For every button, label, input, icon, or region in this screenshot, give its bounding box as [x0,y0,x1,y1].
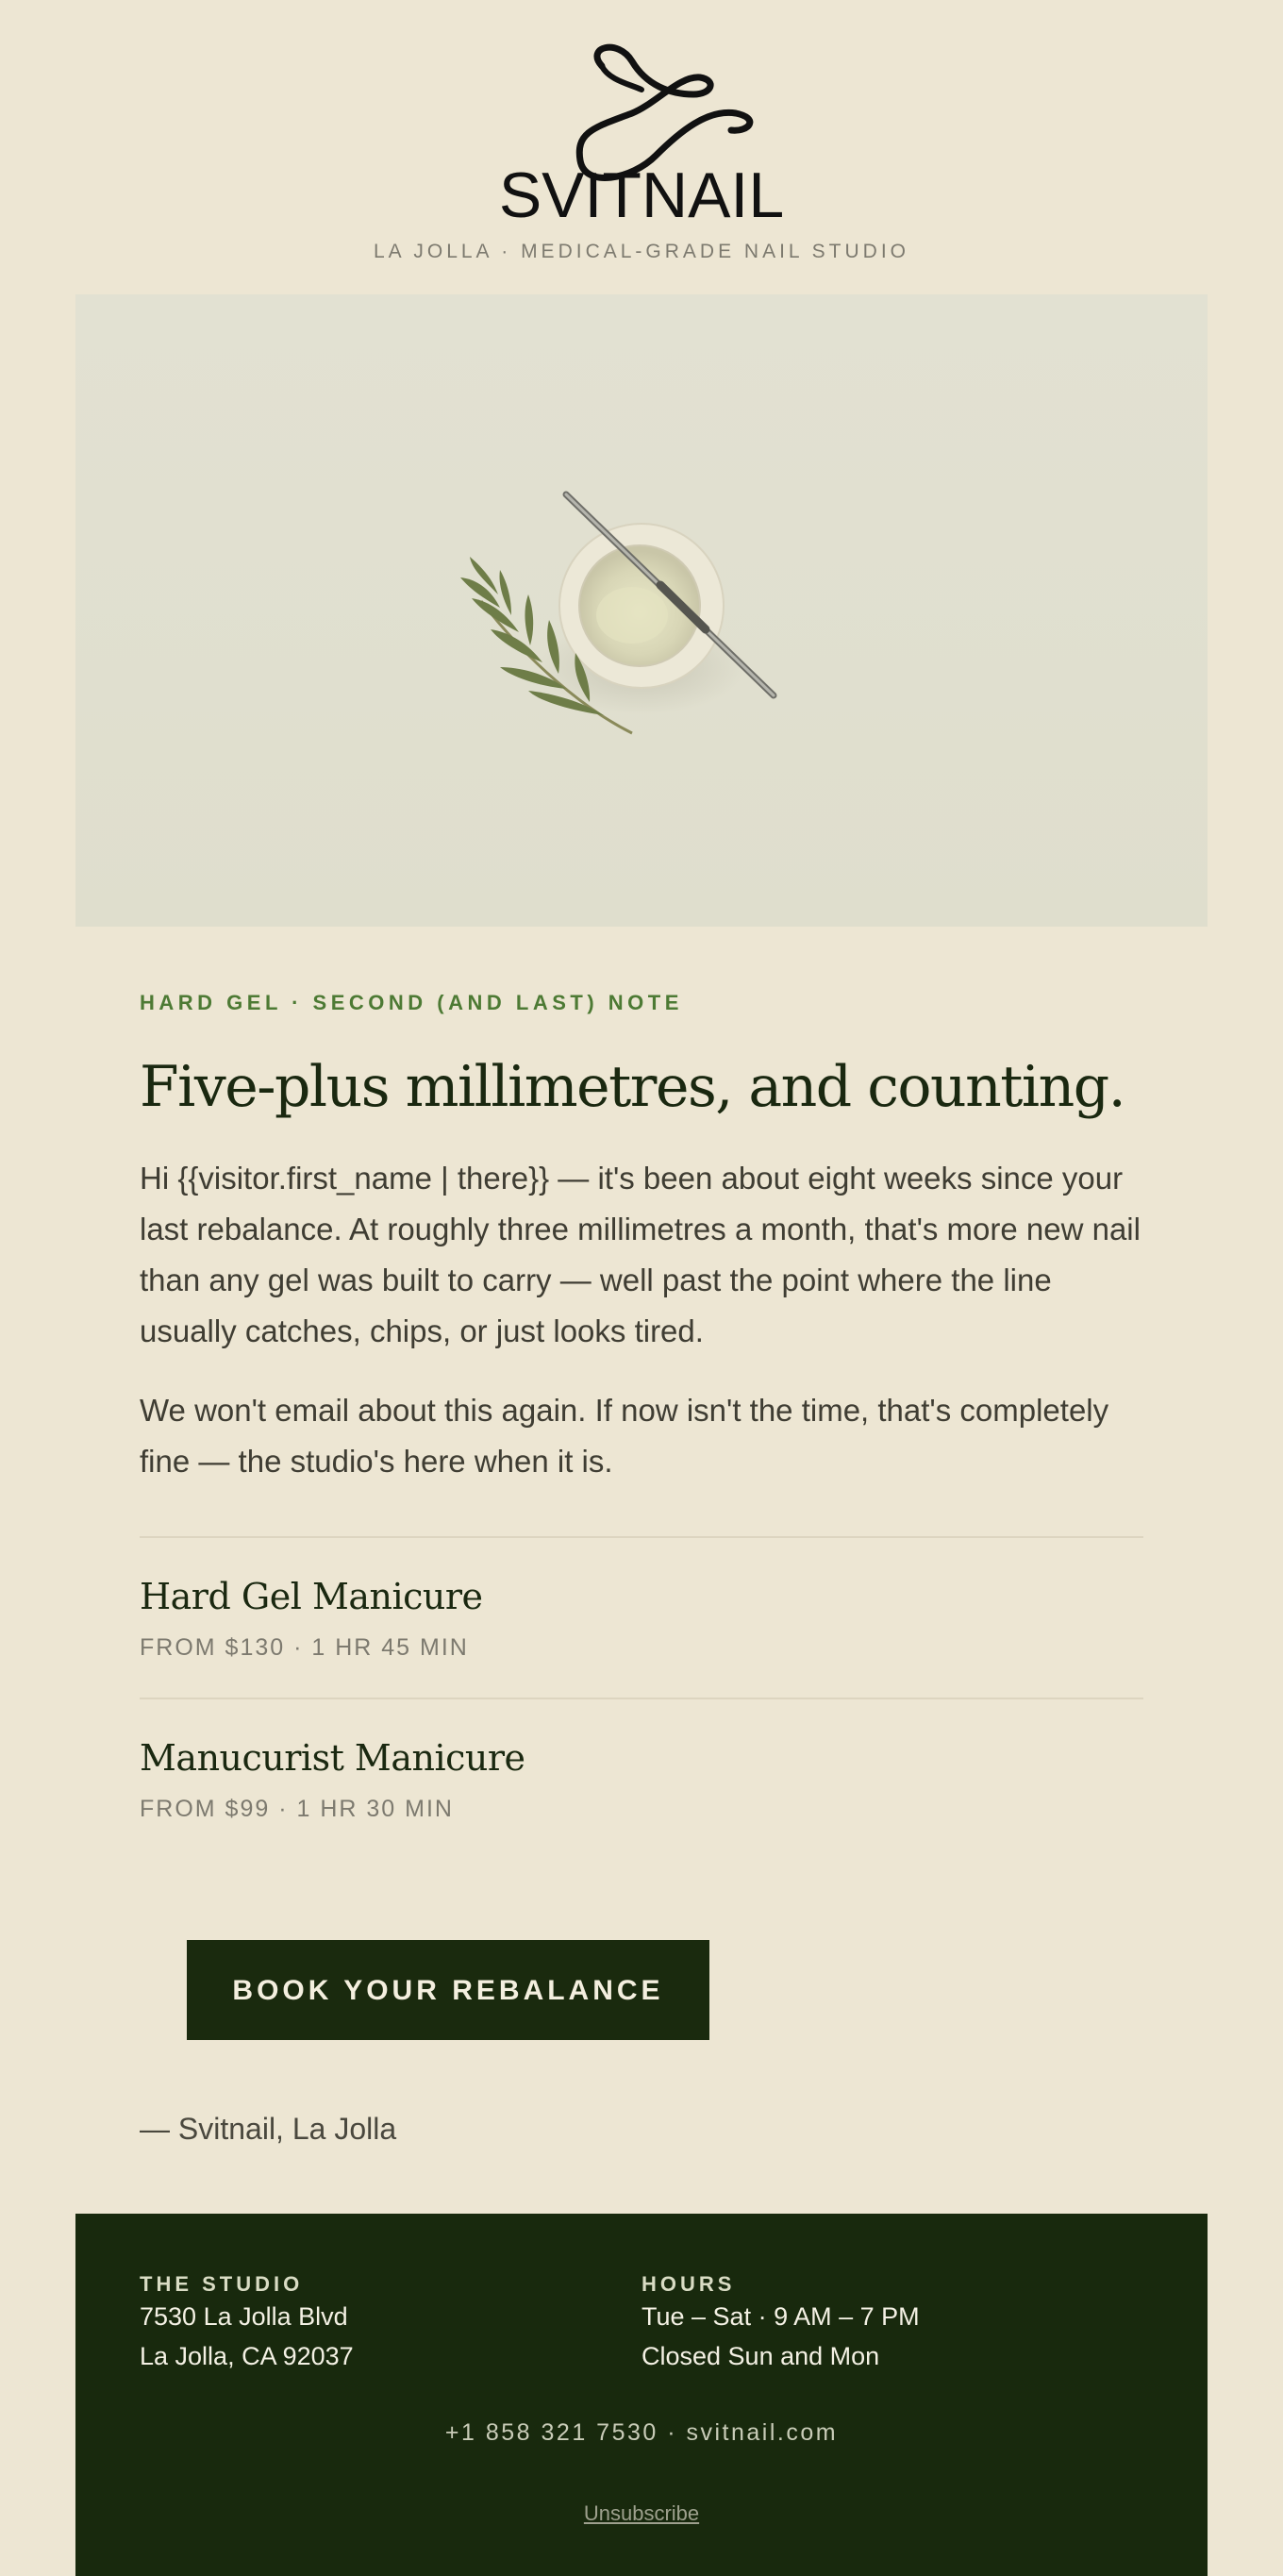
footer-contact[interactable]: +1 858 321 7530 · svitnail.com [444,2419,839,2446]
unsubscribe-link[interactable]: Unsubscribe [583,2501,700,2525]
footer-hours-line: Closed Sun and Mon [642,2342,880,2370]
hero-image [75,294,1208,927]
eyebrow-label: HARD GEL · SECOND (AND LAST) NOTE [140,991,683,1014]
service-item [140,1698,1143,1859]
service-meta: FROM $99 · 1 HR 30 MIN [140,1796,454,1822]
services-list [140,1536,1143,1859]
footer-hours-heading: HOURS [642,2272,736,2296]
footer-address-line: La Jolla, CA 92037 [140,2342,354,2370]
body-paragraph: Hi {{visitor.first_name | there}} — it's been about eight weeks since your last rebalance. At roughly three millimetres a month, that's more new nail than any gel was built to carry — well past the point where the line usually catches, chips, or just looks tired. [140,1161,1141,1348]
oil-bowl-icon [559,524,724,688]
logo-wordmark: SVITNAIL [498,159,785,226]
footer-studio-heading: THE STUDIO [140,2272,304,2296]
brand-tagline: LA JOLLA · MEDICAL-GRADE NAIL STUDIO [374,241,909,262]
body-paragraph: We won't email about this again. If now isn't the time, that's completely fine — the studio's here when it is. [140,1393,1109,1479]
svitnail-logo-mark [491,38,792,226]
cta-container [187,1940,709,2040]
brand-logo[interactable] [0,38,1283,236]
book-rebalance-button[interactable]: BOOK YOUR REBALANCE [187,1940,709,2040]
footer-address-line: 7530 La Jolla Blvd [140,2302,348,2331]
headline: Five-plus millimetres, and counting. [140,1054,1125,1120]
service-name: Manucurist Manicure [140,1737,525,1779]
email-body [140,991,1143,1859]
service-name: Hard Gel Manicure [140,1576,483,1617]
signoff: — Svitnail, La Jolla [140,2112,397,2146]
footer-hours-line: Tue – Sat · 9 AM – 7 PM [642,2302,920,2331]
footer [75,2214,1208,2576]
footer-studio [140,2272,354,2376]
service-meta: FROM $130 · 1 HR 45 MIN [140,1634,469,1661]
footer-hours [642,2272,920,2376]
service-item [140,1536,1143,1698]
